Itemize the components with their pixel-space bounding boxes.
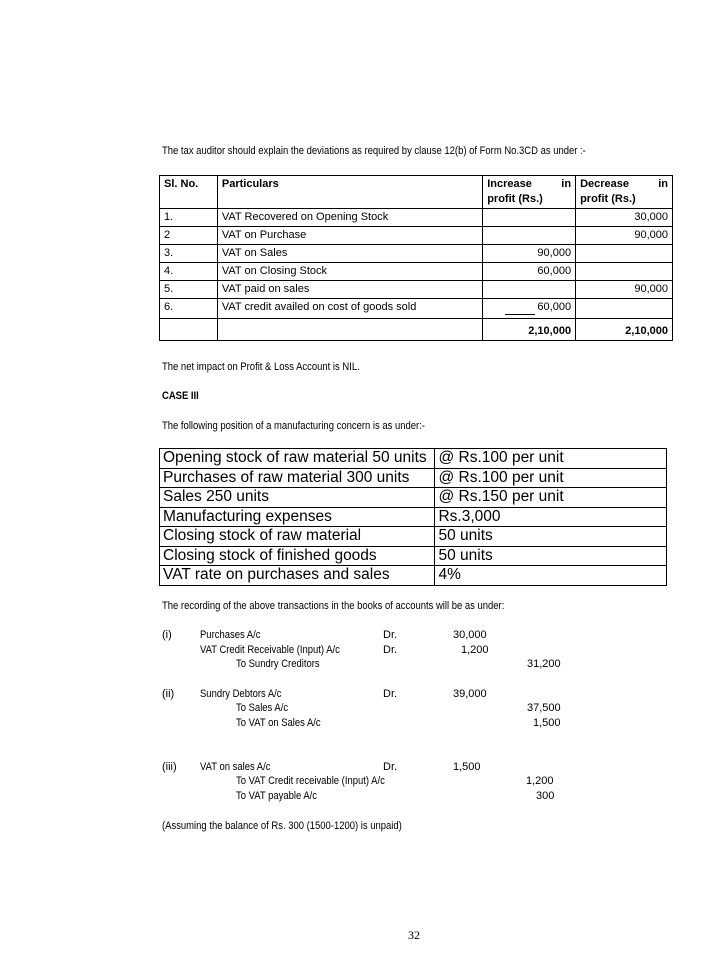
net-impact-text: The net impact on Profit & Loss Account is NIL. bbox=[162, 361, 360, 373]
table-row bbox=[160, 527, 667, 547]
entry-amount: 300 bbox=[536, 790, 555, 802]
header-increase: Increase in profit (Rs.) bbox=[483, 176, 576, 209]
table-row bbox=[160, 209, 673, 227]
entry-credit-line: To Sundry Creditors bbox=[236, 658, 320, 670]
table-row bbox=[160, 566, 667, 586]
total-decrease: 2,10,000 bbox=[576, 319, 673, 341]
table-row bbox=[160, 245, 673, 263]
entry-debit-line: Purchases A/c bbox=[200, 629, 261, 641]
table-row bbox=[160, 263, 673, 281]
row-decrease bbox=[576, 299, 673, 319]
row-sl: 4. bbox=[160, 263, 218, 281]
table-row bbox=[160, 488, 667, 508]
row-decrease: 90,000 bbox=[576, 281, 673, 299]
row-decrease bbox=[576, 263, 673, 281]
position-value: @ Rs.150 per unit bbox=[435, 488, 667, 508]
entry-amount: 1,200 bbox=[461, 644, 489, 656]
table-header-row bbox=[160, 176, 673, 209]
row-particular: VAT credit availed on cost of goods sold bbox=[217, 299, 482, 319]
row-particular: VAT Recovered on Opening Stock bbox=[217, 209, 482, 227]
position-item: Closing stock of raw material bbox=[160, 527, 435, 547]
total-empty-cell bbox=[160, 319, 218, 341]
table-row bbox=[160, 227, 673, 245]
position-value: 50 units bbox=[435, 527, 667, 547]
row-sl: 2 bbox=[160, 227, 218, 245]
row-particular: VAT on Purchase bbox=[217, 227, 482, 245]
table-row bbox=[160, 546, 667, 566]
row-decrease bbox=[576, 245, 673, 263]
entry-amount: 39,000 bbox=[453, 688, 487, 700]
entry-amount: 1,200 bbox=[526, 775, 554, 787]
entry-amount: 30,000 bbox=[453, 629, 487, 641]
deviation-table bbox=[159, 175, 673, 341]
assumption-note: (Assuming the balance of Rs. 300 (1500-1200) is unpaid) bbox=[162, 820, 402, 832]
entry-credit-line: To VAT on Sales A/c bbox=[236, 717, 321, 729]
entry-dr: Dr. bbox=[383, 688, 398, 700]
row-particular: VAT on Closing Stock bbox=[217, 263, 482, 281]
position-item: Opening stock of raw material 50 units bbox=[160, 449, 435, 469]
entry-debit-line: VAT Credit Receivable (Input) A/c bbox=[200, 644, 340, 656]
table-row bbox=[160, 281, 673, 299]
case-intro: The following position of a manufacturing concern is as under:- bbox=[162, 420, 425, 432]
entry-amount: 37,500 bbox=[527, 702, 561, 714]
row-sl: 1. bbox=[160, 209, 218, 227]
position-value: Rs.3,000 bbox=[435, 507, 667, 527]
entry-credit-line: To VAT payable A/c bbox=[236, 790, 317, 802]
row-sl: 6. bbox=[160, 299, 218, 319]
row-sl: 5. bbox=[160, 281, 218, 299]
row-decrease: 90,000 bbox=[576, 227, 673, 245]
page-number: 32 bbox=[408, 928, 420, 942]
entry-dr: Dr. bbox=[383, 629, 398, 641]
entry-dr: Dr. bbox=[383, 761, 398, 773]
row-particular: VAT on Sales bbox=[217, 245, 482, 263]
position-item: Sales 250 units bbox=[160, 488, 435, 508]
entry-amount: 31,200 bbox=[527, 658, 561, 670]
position-value: 4% bbox=[435, 566, 667, 586]
position-item: VAT rate on purchases and sales bbox=[160, 566, 435, 586]
position-value: @ Rs.100 per unit bbox=[435, 449, 667, 469]
total-empty-cell bbox=[217, 319, 482, 341]
row-increase bbox=[483, 209, 576, 227]
header-particulars: Particulars bbox=[217, 176, 482, 209]
total-increase: 2,10,000 bbox=[483, 319, 576, 341]
entry-debit-line: VAT on sales A/c bbox=[200, 761, 271, 773]
position-value: 50 units bbox=[435, 546, 667, 566]
position-item: Manufacturing expenses bbox=[160, 507, 435, 527]
entry-dr: Dr. bbox=[383, 644, 398, 656]
position-value: @ Rs.100 per unit bbox=[435, 468, 667, 488]
underline-rule bbox=[505, 304, 535, 315]
header-decrease: Decrease in profit (Rs.) bbox=[576, 176, 673, 209]
position-item: Closing stock of finished goods bbox=[160, 546, 435, 566]
table-row bbox=[160, 507, 667, 527]
row-increase: 60,000 bbox=[483, 263, 576, 281]
position-table bbox=[159, 448, 667, 586]
header-sl-no: Sl. No. bbox=[160, 176, 218, 209]
table-row bbox=[160, 449, 667, 469]
entry-label: (iii) bbox=[162, 761, 177, 773]
row-increase: 60,000 bbox=[483, 299, 576, 319]
entry-label: (ii) bbox=[162, 688, 175, 700]
entry-credit-line: To Sales A/c bbox=[236, 702, 289, 714]
entry-label: (i) bbox=[162, 629, 172, 641]
table-row bbox=[160, 299, 673, 319]
entry-credit-line: To VAT Credit receivable (Input) A/c bbox=[236, 775, 385, 787]
position-item: Purchases of raw material 300 units bbox=[160, 468, 435, 488]
row-particular: VAT paid on sales bbox=[217, 281, 482, 299]
table-row bbox=[160, 468, 667, 488]
row-increase: 90,000 bbox=[483, 245, 576, 263]
entry-amount: 1,500 bbox=[533, 717, 561, 729]
row-sl: 3. bbox=[160, 245, 218, 263]
table-total-row bbox=[160, 319, 673, 341]
intro-text: The tax auditor should explain the deviations as required by clause 12(b) of Form No.3CD as under :- bbox=[162, 145, 586, 157]
entry-debit-line: Sundry Debtors A/c bbox=[200, 688, 282, 700]
row-increase bbox=[483, 227, 576, 245]
row-increase bbox=[483, 281, 576, 299]
recording-intro: The recording of the above transactions in the books of accounts will be as under: bbox=[162, 600, 505, 612]
row-decrease: 30,000 bbox=[576, 209, 673, 227]
case-heading: CASE III bbox=[162, 390, 199, 402]
entry-amount: 1,500 bbox=[453, 761, 481, 773]
